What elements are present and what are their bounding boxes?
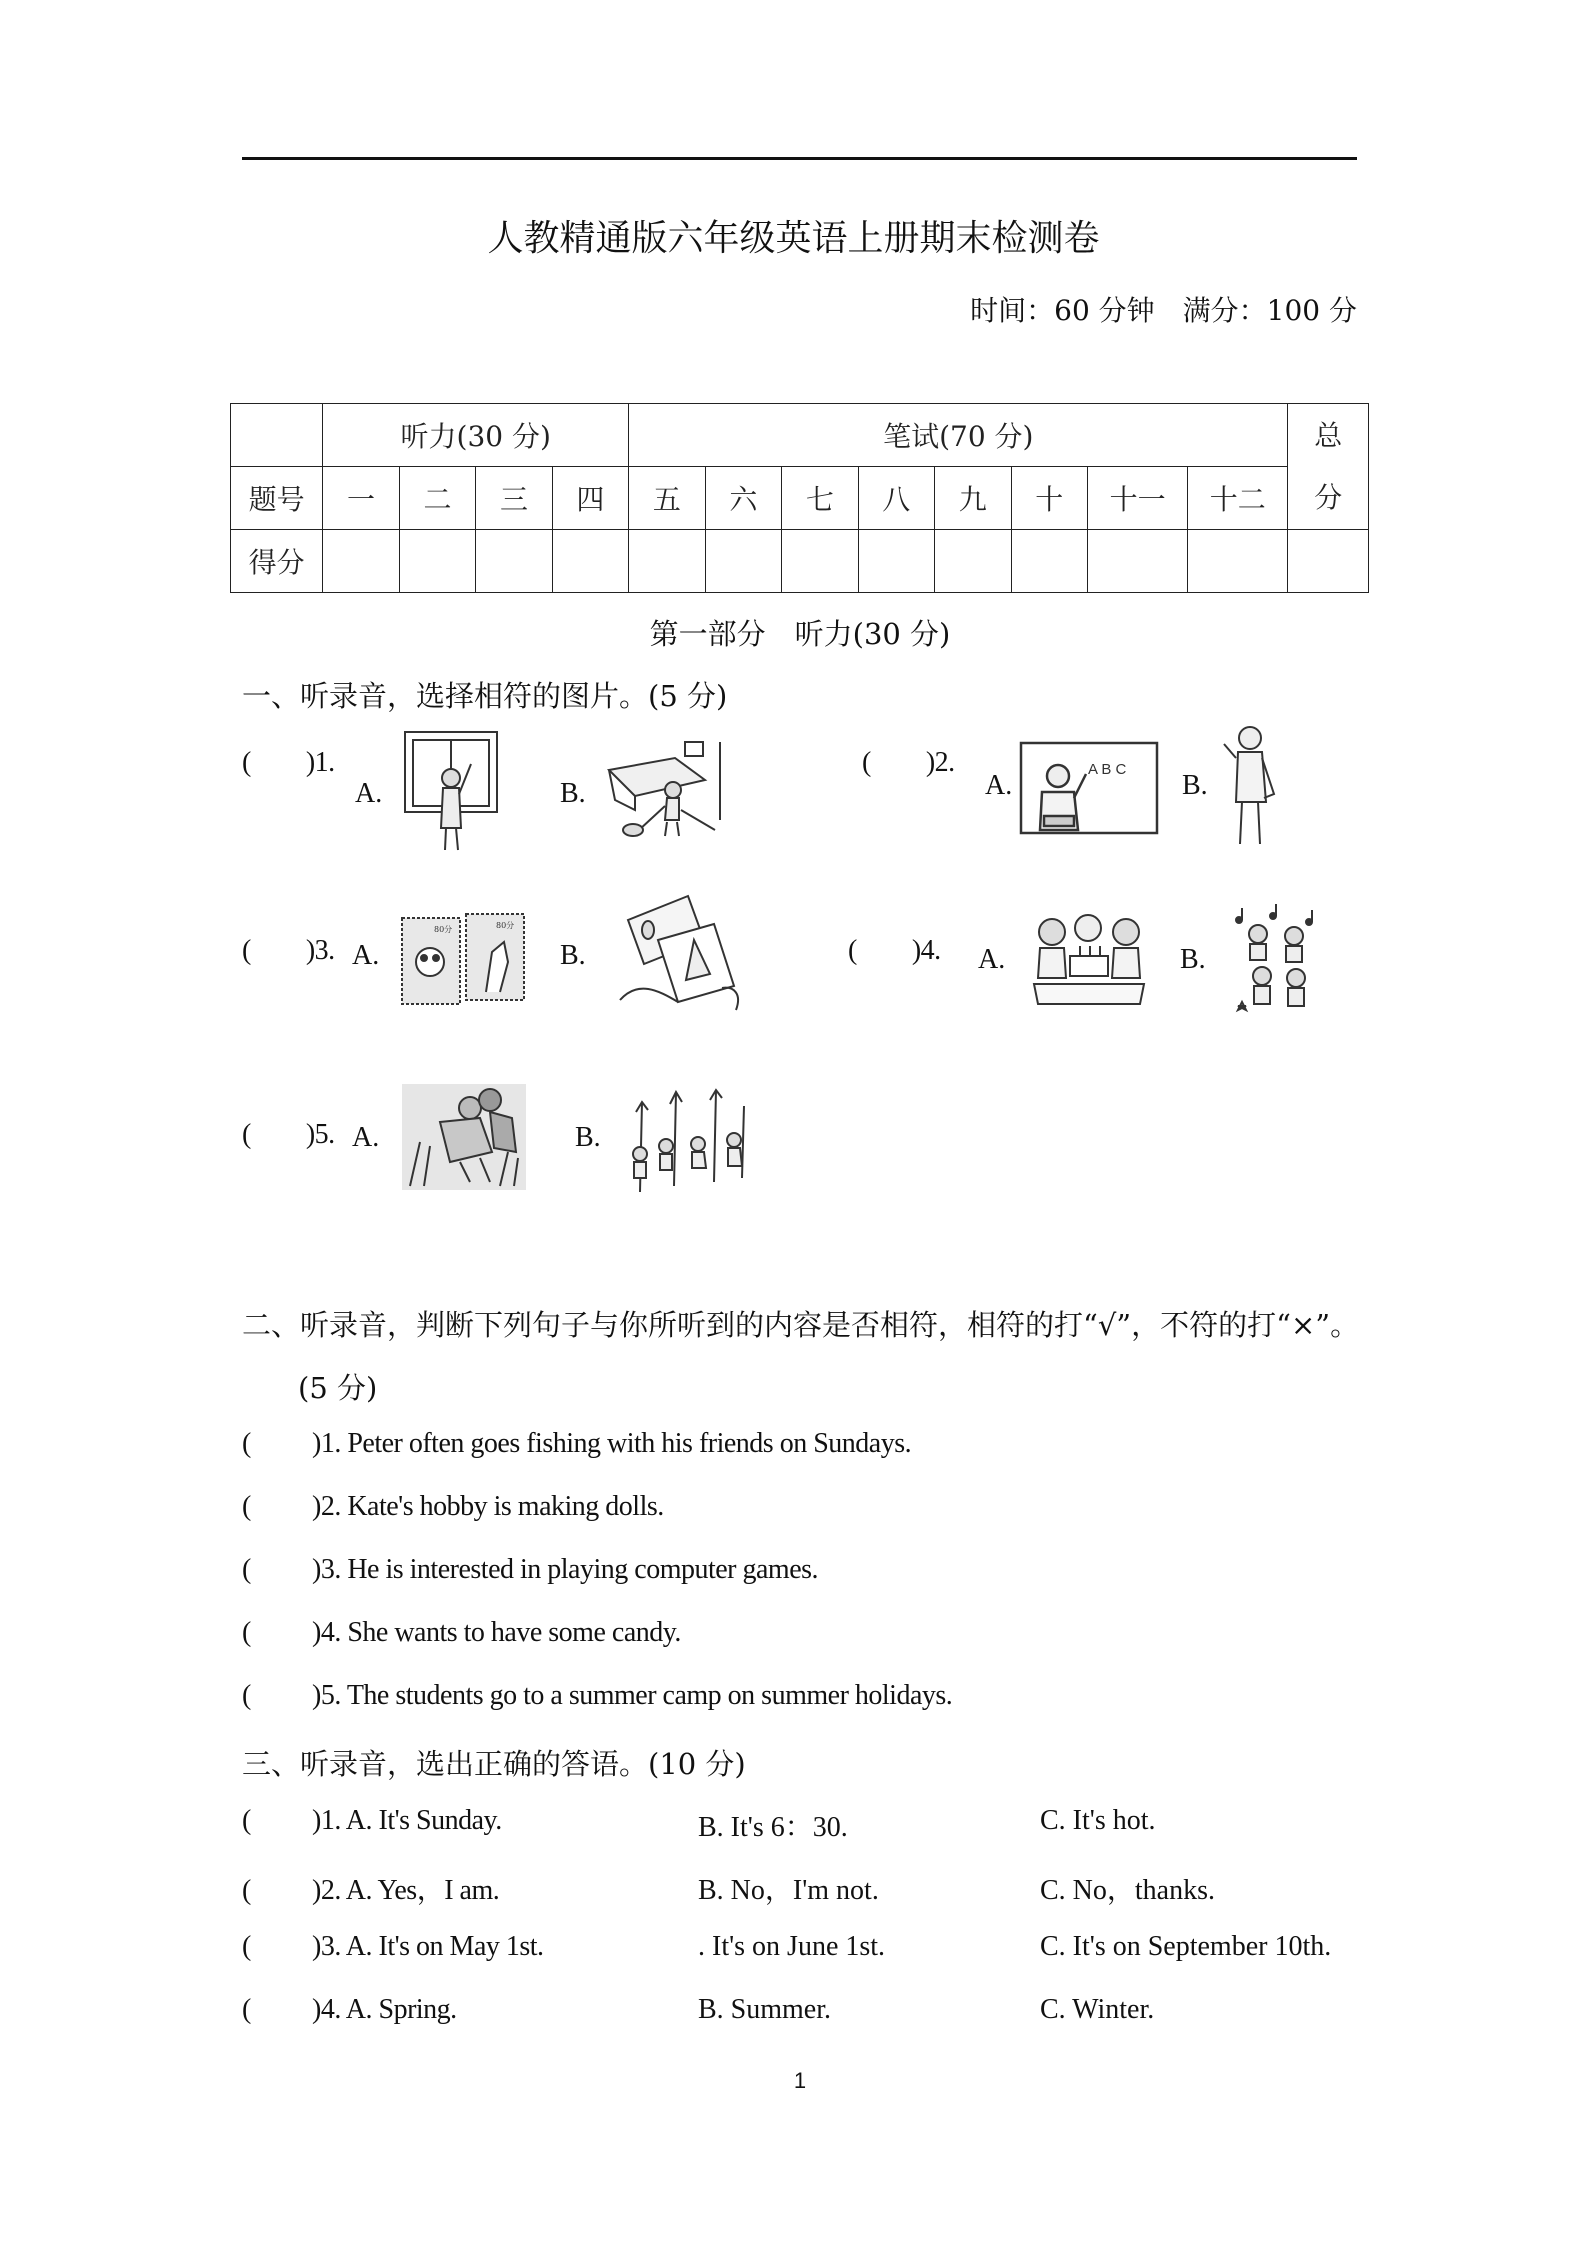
bracket-close: )	[312, 1931, 321, 1962]
num-cell: 十一	[1087, 467, 1187, 530]
s3-option-b: B. No，I'm not.	[698, 1875, 879, 1906]
answer-bracket[interactable]: (	[242, 1931, 251, 1962]
row-label-score: 得分	[231, 530, 323, 593]
s3-item	[242, 1868, 499, 1908]
total-header	[1288, 404, 1369, 530]
answer-bracket[interactable]: (	[242, 1994, 251, 2025]
s3-option-c: C. It's hot.	[1040, 1805, 1156, 1836]
s3-item	[242, 1931, 544, 1963]
s1-item4-b-label: B.	[1180, 944, 1206, 975]
num-cell: 一	[323, 467, 399, 530]
s3-option-c: C. No，thanks.	[1040, 1875, 1216, 1906]
birthday-party-picture	[1030, 908, 1148, 1008]
answer-bracket[interactable]: (	[242, 1875, 251, 1906]
score-cell[interactable]	[782, 530, 858, 593]
s3-option-a: 2. A. Yes，I am.	[320, 1875, 500, 1906]
bracket-close: )	[312, 1994, 321, 2025]
children-planting-trees-picture	[626, 1082, 758, 1194]
written-header: 笔试(70 分)	[629, 404, 1288, 467]
score-table-header-row	[231, 404, 1369, 467]
page-number: 1	[793, 2068, 807, 2093]
part-one-title: 第一部分 听力(30 分)	[649, 617, 951, 651]
answer-bracket[interactable]: (	[242, 1554, 251, 1585]
s3-option-b: B. Summer.	[698, 1994, 832, 2025]
bracket-close: )	[312, 1805, 321, 1836]
exam-info: 时间：60 分钟 满分：100 分	[970, 294, 1357, 327]
bracket-close: )	[312, 1554, 321, 1585]
score-cell[interactable]	[1087, 530, 1187, 593]
listening-header: 听力(30 分)	[323, 404, 629, 467]
stamp2-text: 80分	[496, 921, 515, 930]
score-cell[interactable]	[399, 530, 475, 593]
bracket-close: )	[312, 1680, 321, 1711]
planting-adults-picture	[400, 1082, 528, 1192]
score-cell[interactable]	[323, 530, 399, 593]
answer-bracket[interactable]: (	[242, 1617, 251, 1648]
s3-item	[242, 1994, 457, 2026]
score-row	[231, 530, 1369, 593]
score-cell[interactable]	[629, 530, 705, 593]
s3-option-a: 3. A. It's on May 1st.	[320, 1931, 544, 1962]
row-label-number: 题号	[231, 467, 323, 530]
s2-item	[242, 1554, 818, 1586]
num-cell: 六	[705, 467, 781, 530]
num-cell: 十	[1011, 467, 1087, 530]
top-rule	[242, 157, 1357, 160]
s1-item1-number: ( )1.	[242, 747, 335, 778]
vacuuming-picture	[605, 740, 730, 840]
answer-bracket[interactable]: (	[242, 1491, 251, 1522]
page-title: 人教精通版六年级英语上册期末检测卷	[487, 218, 1100, 259]
num-cell: 十二	[1188, 467, 1288, 530]
s1-item3-b-label: B.	[560, 940, 586, 971]
stamp1-text: 80分	[434, 925, 453, 934]
s2-item	[242, 1617, 681, 1649]
bracket-close: )	[312, 1617, 321, 1648]
score-cell[interactable]	[552, 530, 628, 593]
num-cell: 三	[476, 467, 552, 530]
s1-item5-a-label: A.	[352, 1122, 380, 1153]
score-cell[interactable]	[476, 530, 552, 593]
teacher-standing-picture	[1218, 722, 1280, 850]
s2-item-text: 5. The students go to a summer camp on summer holidays.	[320, 1680, 953, 1711]
teacher-blackboard-picture	[1018, 740, 1160, 836]
answer-bracket[interactable]: (	[242, 1428, 251, 1459]
s1-item4-a-label: A.	[978, 944, 1006, 975]
s1-item5-b-label: B.	[575, 1122, 601, 1153]
s2-item-text: 4. She wants to have some candy.	[320, 1617, 681, 1648]
score-cell[interactable]	[1188, 530, 1288, 593]
s3-option-c: C. Winter.	[1040, 1994, 1155, 2025]
num-cell: 五	[629, 467, 705, 530]
s1-item3-number: ( )3.	[242, 935, 335, 966]
score-cell[interactable]	[935, 530, 1011, 593]
bracket-close: )	[312, 1875, 321, 1906]
num-cell: 二	[399, 467, 475, 530]
s3-option-a: 4. A. Spring.	[320, 1994, 457, 2025]
answer-bracket[interactable]: (	[242, 1680, 251, 1711]
s3-option-a: 1. A. It's Sunday.	[320, 1805, 502, 1836]
s1-item1-b-label: B.	[560, 778, 586, 809]
num-cell: 八	[858, 467, 934, 530]
s2-item-text: 2. Kate's hobby is making dolls.	[320, 1491, 664, 1522]
stamps-picture	[400, 912, 528, 1012]
s1-item3-a-label: A.	[352, 940, 380, 971]
num-cell: 七	[782, 467, 858, 530]
s3-option-c: C. It's on September 10th.	[1040, 1931, 1332, 1962]
score-cell[interactable]	[1011, 530, 1087, 593]
greeting-card-picture	[618, 890, 750, 1015]
section2-score: (5 分)	[298, 1371, 378, 1405]
window-cleaning-picture	[400, 728, 502, 854]
s3-option-b: B. It's 6：30.	[698, 1812, 848, 1843]
score-cell[interactable]	[705, 530, 781, 593]
s1-item2-number: ( )2.	[862, 747, 955, 778]
score-cell[interactable]	[1288, 530, 1369, 593]
num-cell: 四	[552, 467, 628, 530]
answer-bracket[interactable]: (	[242, 1805, 251, 1836]
s1-item5-number: ( )5.	[242, 1119, 335, 1150]
section3-title: 三、听录音，选出正确的答语。(10 分)	[242, 1747, 746, 1781]
blank-cell	[231, 404, 323, 467]
s2-item	[242, 1428, 911, 1460]
s1-item2-a-label: A.	[985, 770, 1013, 801]
section2-title: 二、听录音，判断下列句子与你所听到的内容是否相符，相符的打“√”，不符的打“×”。	[242, 1308, 1360, 1342]
total-label-top: 总	[1314, 418, 1343, 452]
s1-item1-a-label: A.	[355, 778, 383, 809]
question-number-row	[231, 467, 1369, 530]
s3-item	[242, 1805, 502, 1837]
abc-text: A B C	[1088, 761, 1127, 778]
score-cell[interactable]	[858, 530, 934, 593]
bracket-close: )	[312, 1428, 321, 1459]
score-table	[230, 403, 1369, 593]
s2-item	[242, 1680, 952, 1712]
total-label-bottom: 分	[1314, 480, 1343, 514]
s1-item4-number: ( )4.	[848, 935, 941, 966]
s1-item2-b-label: B.	[1182, 770, 1208, 801]
s2-item-text: 3. He is interested in playing computer games.	[320, 1554, 819, 1585]
num-cell: 九	[935, 467, 1011, 530]
bracket-close: )	[312, 1491, 321, 1522]
s2-item	[242, 1491, 664, 1523]
s2-item-text: 1. Peter often goes fishing with his friends on Sundays.	[320, 1428, 912, 1459]
s3-option-b: . It's on June 1st.	[698, 1931, 886, 1962]
children-singing-picture	[1232, 900, 1324, 1018]
section1-title: 一、听录音，选择相符的图片。(5 分)	[242, 679, 728, 713]
